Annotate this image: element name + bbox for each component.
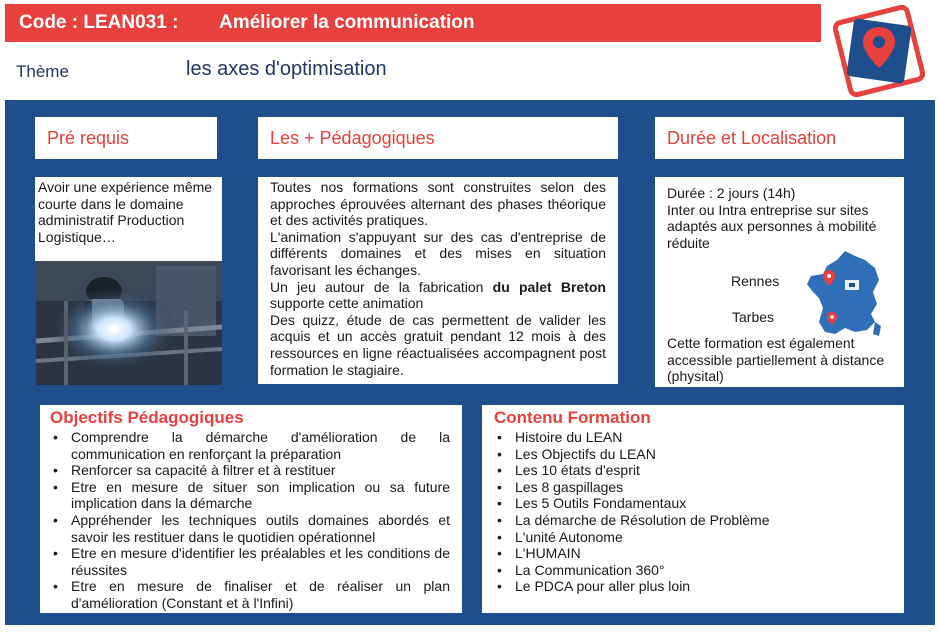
contenu-title: Contenu Formation xyxy=(494,408,651,427)
theme-value: les axes d'optimisation xyxy=(186,58,387,80)
contenu-item: • L'unité Autonome xyxy=(494,529,892,546)
duree-title: Durée et Localisation xyxy=(667,127,837,148)
pedagogiques-paragraph-2: L'animation s'appuyant sur des cas d'entreprise de différents domaines et des mises en situation favorisant les échanges. xyxy=(270,228,606,278)
location-pin-logo-icon xyxy=(830,2,928,100)
contenu-item: • Les 8 gaspillages xyxy=(494,479,892,496)
accessibility-line: Inter ou Intra entreprise sur sites adaptés aux personnes à mobilité réduite xyxy=(667,201,877,251)
objectifs-title: Objectifs Pédagogiques xyxy=(50,408,244,427)
welding-photo xyxy=(36,261,222,385)
duree-line: Durée : 2 jours (14h) xyxy=(667,185,796,201)
remote-note: Cette formation est également accessible partiellement à distance (physital) xyxy=(667,335,885,385)
objectif-item: • Renforcer sa capacité à filtrer et à restituer xyxy=(50,462,450,479)
contenu-box xyxy=(482,405,904,613)
prerequis-text-box xyxy=(35,177,222,261)
pedagogiques-paragraph-1: Toutes nos formations sont construites selon des approches éprouvées alternant des phases théorique et des activités pratiques. xyxy=(270,179,606,229)
duree-title-box xyxy=(655,117,904,159)
prerequis-text: Avoir une expérience même courte dans le domaine administratif Production Logistique… xyxy=(38,179,213,245)
prerequis-title-box xyxy=(35,117,217,159)
contenu-item: • Les 5 Outils Fondamentaux xyxy=(494,495,892,512)
objectif-item: • Etre en mesure de finaliser et de réaliser un plan d'amélioration (Constant et à l'Infini) xyxy=(50,578,450,611)
contenu-item: • Les Objectifs du LEAN xyxy=(494,446,892,463)
pedagogiques-p3-start: Un jeu autour de la fabrication xyxy=(270,278,493,295)
pedagogiques-title-box xyxy=(258,117,618,159)
objectif-item: • Comprendre la démarche d'amélioration de la communication en renforçant la préparation xyxy=(50,429,450,462)
contenu-item: • Les 10 états d'esprit xyxy=(494,462,892,479)
prerequis-title: Pré requis xyxy=(47,127,130,148)
objectif-item: • Etre en mesure d'identifier les préalables et les conditions de réussites xyxy=(50,545,450,578)
city-rennes: Rennes xyxy=(731,273,780,289)
objectifs-box xyxy=(40,405,462,613)
city-tarbes: Tarbes xyxy=(732,309,775,325)
france-map-icon xyxy=(805,248,887,340)
pedagogiques-paragraph-4: Des quizz, étude de cas permettent de valider les acquis et un accès gratuit pendant 12 mois à des ressources en ligne réactualisées accompagnent post formation le stagiaire. xyxy=(270,311,606,378)
pedagogiques-paragraph-3 xyxy=(270,279,606,312)
pedagogiques-text-box xyxy=(258,177,618,384)
contenu-item: • L'HUMAIN xyxy=(494,545,892,562)
objectifs-list xyxy=(50,429,450,612)
header-bar xyxy=(5,4,821,42)
objectif-item: • Etre en mesure de situer son implication ou sa future implication dans la démarche xyxy=(50,479,450,512)
contenu-item: • La démarche de Résolution de Problème xyxy=(494,512,892,529)
palet-breton-highlight: du palet Breton xyxy=(492,278,606,295)
contenu-list xyxy=(494,429,892,595)
contenu-item: • La Communication 360° xyxy=(494,562,892,579)
course-code: Code : LEAN031 : xyxy=(19,12,179,33)
contenu-item: • Le PDCA pour aller plus loin xyxy=(494,578,892,595)
pedagogiques-title: Les + Pédagogiques xyxy=(270,127,435,148)
objectif-item: • Appréhender les techniques outils domaines abordés et savoir les restituer dans le quotidien opérationnel xyxy=(50,512,450,545)
pedagogiques-p3-end: supporte cette animation xyxy=(270,295,424,312)
theme-label: Thème xyxy=(16,62,69,81)
course-title: Améliorer la communication xyxy=(219,12,475,33)
contenu-item: • Histoire du LEAN xyxy=(494,429,892,446)
